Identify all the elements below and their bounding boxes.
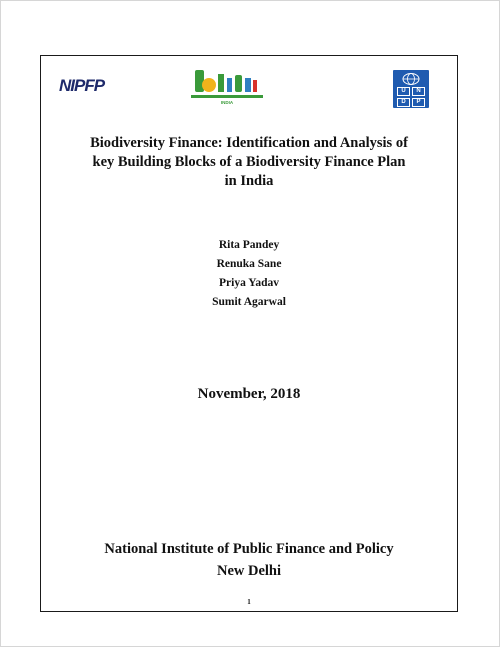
nipfp-logo: NIPFP bbox=[59, 76, 105, 95]
biofin-country: INDIA bbox=[220, 100, 234, 105]
institute-city: New Delhi bbox=[216, 563, 282, 579]
undp-letters bbox=[397, 87, 425, 107]
author-name: Renuka Sane bbox=[216, 258, 282, 270]
page-number: 1 bbox=[247, 598, 251, 606]
title-line: key Building Blocks of a Biodiversity Finance Plan bbox=[92, 154, 406, 170]
biofin-logo bbox=[181, 70, 273, 106]
document-title bbox=[51, 134, 447, 191]
author-name: Rita Pandey bbox=[218, 239, 280, 251]
publication-date: November, 2018 bbox=[197, 386, 301, 402]
author-list bbox=[41, 236, 457, 312]
undp-letter: P bbox=[412, 98, 425, 107]
title-line: Biodiversity Finance: Identification and Analysis of bbox=[90, 135, 408, 151]
author-name: Sumit Agarwal bbox=[212, 296, 286, 308]
undp-logo bbox=[393, 70, 429, 108]
globe-icon bbox=[402, 73, 420, 85]
institute-block bbox=[41, 538, 457, 582]
author-name: Priya Yadav bbox=[219, 277, 279, 289]
title-page-frame bbox=[40, 55, 458, 612]
undp-letter: D bbox=[397, 98, 410, 107]
undp-letter: U bbox=[397, 87, 410, 96]
logo-row bbox=[41, 70, 457, 110]
title-line: in India bbox=[224, 173, 274, 189]
institute-name: National Institute of Public Finance and Policy bbox=[104, 541, 394, 557]
undp-letter: N bbox=[412, 87, 425, 96]
